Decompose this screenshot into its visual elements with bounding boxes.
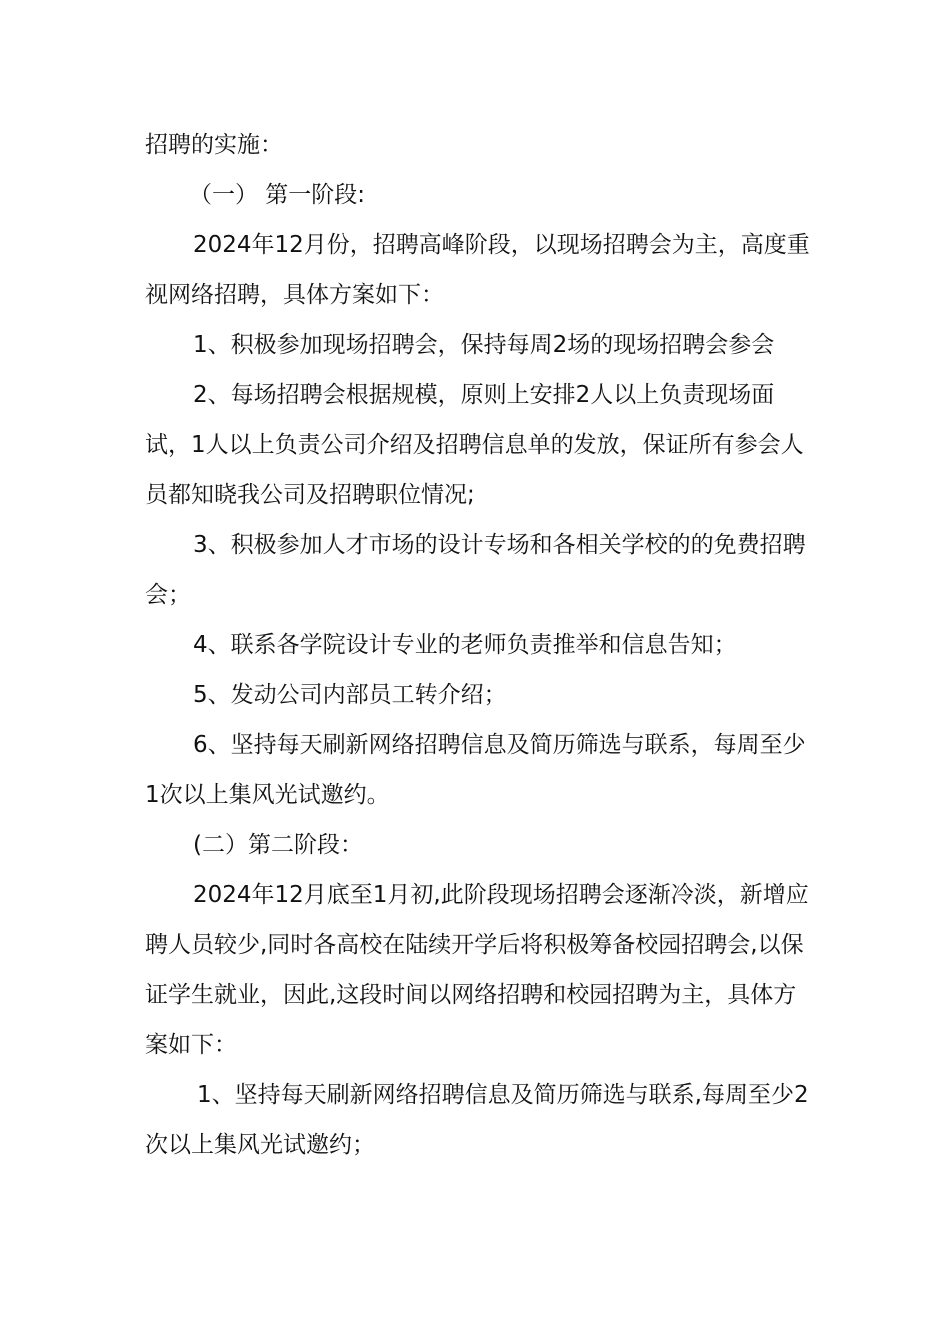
- section-title: 招聘的实施：: [145, 132, 283, 158]
- stage-one-item-4: 4、联系各学院设计专业的老师负责推举和信息告知；: [193, 632, 737, 658]
- document-body: [145, 120, 810, 1170]
- stage-one-item-1: 1、积极参加现场招聘会，保持每周2场的现场招聘会参会: [193, 332, 775, 358]
- stage-two-item-1: 1、坚持每天刷新网络招聘信息及简历筛选与联系,每周至少2次以上集风光试邀约；: [145, 1082, 809, 1158]
- stage-one-heading: （一） 第一阶段:: [189, 182, 366, 208]
- stage-one-item-2: 2、每场招聘会根据规模，原则上安排2人以上负责现场面试，1人以上负责公司介绍及招聘信息单的发放，保证所有参会人员都知晓我公司及招聘职位情况;: [145, 382, 804, 508]
- stage-one-item-5: 5、发动公司内部员工转介绍；: [193, 682, 507, 708]
- stage-one-intro: 2024年12月份，招聘高峰阶段，以现场招聘会为主，高度重视网络招聘，具体方案如下：: [145, 232, 810, 308]
- stage-two-heading: (二）第二阶段：: [193, 832, 363, 858]
- stage-one-item-3: 3、积极参加人才市场的设计专场和各相关学校的的免费招聘会；: [145, 532, 806, 608]
- stage-two-intro: 2024年12月底至1月初,此阶段现场招聘会逐渐冷淡，新增应聘人员较少,同时各高校在陆续开学后将积极筹备校园招聘会,以保证学生就业，因此,这段时间以网络招聘和校园招聘为主，具体方案如下：: [145, 882, 809, 1058]
- stage-one-item-6: 6、坚持每天刷新网络招聘信息及简历筛选与联系，每周至少1次以上集风光试邀约。: [145, 732, 806, 808]
